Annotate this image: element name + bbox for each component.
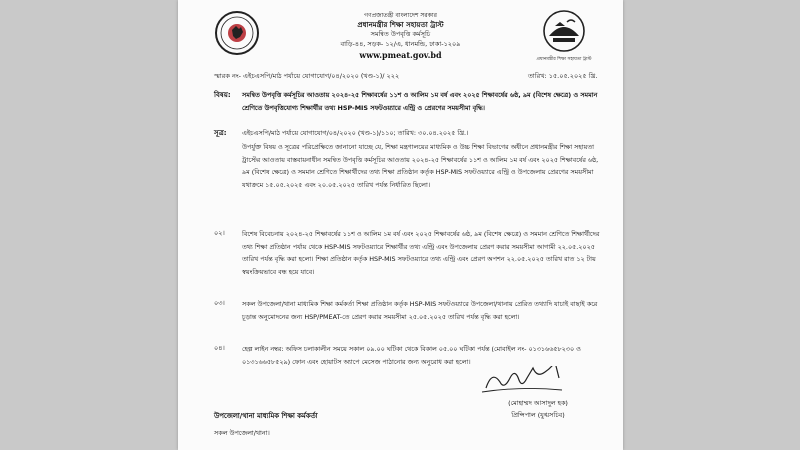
recipient-title: উপজেলা/থানা মাধ্যমিক শিক্ষা কর্মকর্তা	[214, 412, 318, 420]
official-letter-page	[178, 0, 623, 450]
office-address: বাড়ি-৪৪, সড়ক- ১২/এ, ধানমন্ডি, ঢাকা-১২০৯	[340, 40, 461, 48]
handwritten-signature	[478, 366, 588, 396]
trust-name: প্রধানমন্ত্রীর শিক্ষা সহায়তা ট্রাস্ট	[357, 21, 444, 29]
website-url: www.pmeat.gov.bd	[359, 50, 442, 60]
point-text: বিশেষ বিবেচনায় ২০২৪-২৫ শিক্ষাবর্ষের ১১শ ও আলিম ১ম বর্ষ এবং ২০২৫ শিক্ষাবর্ষের ৬ষ্ঠ, ৯ম (বিশেষ ক্ষেত্রে) ও সমমান শ্রেণিতে শিক্ষার্থীদের তথ্য শিক্ষা প্রতিষ্ঠান পর্যায় থেকে HSP-MIS সফটওয়্যারে শিক্ষার্থীর তথ্য এন্ট্রি এবং উপজেলায় প্রেরণ করার সময়সীমা আগামী ২২.০৫.২০২৫ তারিখ পর্যন্ত বৃদ্ধি করা হলো। শিক্ষা প্রতিষ্ঠান কর্তৃক HSP-MIS সফটওয়্যারে তথ্য এন্ট্রি এবং প্রেরণ অপশন ২২.০৫.২০২৫ তারিখ রাত ১২ টায় স্বয়ংক্রিয়ভাবে বন্ধ হয়ে যাবে।	[242, 230, 600, 276]
point-text: হেল্প লাইন নম্বর: অফিস চলাকালীন সময়ে সকাল ০৯.০০ ঘটিকা থেকে বিকাল ০৫.০০ ঘটিকা পর্যন্ত (মোবাইল নং- ০১৩১৬৬৫৮২৩০ ও ০১৩১৬৬৫৮৫২৯) ফোন এবং হোয়াটস অ্যাপে মেসেজ পাঠানোর জন্য অনুরোধ করা হলো।	[242, 345, 581, 366]
reference-text: এইচএসপি/মাঠ পর্যায়ে যোগাযোগ/০৪/২০২০ (খণ্ড-১)/১১০; তারিখ: ৩০.০৪.২০২৫ খ্রি.।	[242, 129, 469, 137]
subject-label: বিষয়:	[214, 91, 231, 99]
program-name: সমন্বিত উপবৃত্তি কর্মসূচি	[370, 30, 431, 38]
point-number: ০২।	[214, 229, 225, 237]
memo-date: তারিখ: ১৫.০৫.২০২৫ খ্রি.	[528, 72, 598, 80]
memo-number: স্মারক নং- এইচএসপি/মাঠ পর্যায়ে যোগাযোগ/০৪/২০২০ (খণ্ড-১)/ ২২২	[214, 72, 400, 80]
government-name: গণপ্রজাতন্ত্রী বাংলাদেশ সরকার	[364, 12, 437, 19]
signer-name: (মোহাম্মদ আসাদুল হক)	[508, 399, 568, 407]
point-number: ০৪।	[214, 344, 225, 352]
subject-text: সমন্বিত উপবৃত্তি কর্মসূচির আওতায় ২০২৪-২৫ শিক্ষাবর্ষের ১১শ ও আলিম ১ম বর্ষ এবং ২০২৫ শিক্ষাবর্ষের ৬ষ্ঠ, ৯ম (বিশেষ ক্ষেত্রে) ও সমমান শ্রেণিতে উপবৃত্তিযোগ্য শিক্ষার্থীর তথ্য HSP-MIS সফটওয়্যারে এন্ট্রি ও প্রেরণের সময়সীমা বৃদ্ধি।	[242, 91, 598, 112]
trust-logo-caption: প্রধানমন্ত্রীর শিক্ষা সহায়তা ট্রাস্ট	[536, 57, 592, 62]
point-number: ০৩।	[214, 299, 225, 307]
reference-label: সূত্র:	[214, 129, 227, 137]
intro-paragraph: উপর্যুক্ত বিষয় ও সূত্রের পরিপ্রেক্ষিতে জানানো যাচ্ছে যে, শিক্ষা মন্ত্রণালয়ের মাধ্যমিক ও উচ্চ শিক্ষা বিভাগের অধীনে প্রধানমন্ত্রীর শিক্ষা সহায়তা ট্রাস্টের আওতায় বাস্তবায়নাধীন সমন্বিত উপবৃত্তি কর্মসূচির আওতায় ২০২৪-২৫ শিক্ষাবর্ষের ১১শ ও আলিম ১ম বর্ষ এবং ২০২৫ শিক্ষাবর্ষের ৬ষ্ঠ, ৯ম (বিশেষ ক্ষেত্রে) ও সমমান শ্রেণিতে শিক্ষার্থীদের তথ্য শিক্ষা প্রতিষ্ঠান কর্তৃক HSP-MIS সফটওয়্যারে এন্ট্রি ও উপজেলায় প্রেরণের সময়সীমা যথাক্রমে ১৫.০৫.২০২৫ এবং ২০.০৫.২০২৫ তারিখ পর্যন্ত নির্ধারিত ছিলো।	[242, 143, 599, 189]
point-text: সকল উপজেলা/থানা মাধ্যমিক শিক্ষা কর্মকর্তা শিক্ষা প্রতিষ্ঠান কর্তৃক HSP-MIS সফটওয়্যারে উপজেলা/থানায় প্রেরিত তথ্যাদি যাচাই বাছাই করে চূড়ান্ত অনুমোদনের জন্য HSP/PMEAT-তে প্রেরণ করার সময়সীমা ২৫.০৫.২০২৫ তারিখ পর্যন্ত বৃদ্ধি করা হলো।	[242, 300, 598, 321]
recipient-area: সকল উপজেলা/থানা।	[214, 429, 270, 437]
signer-designation: প্রিন্সিপাল (যুগ্মসচিব)	[511, 411, 565, 419]
